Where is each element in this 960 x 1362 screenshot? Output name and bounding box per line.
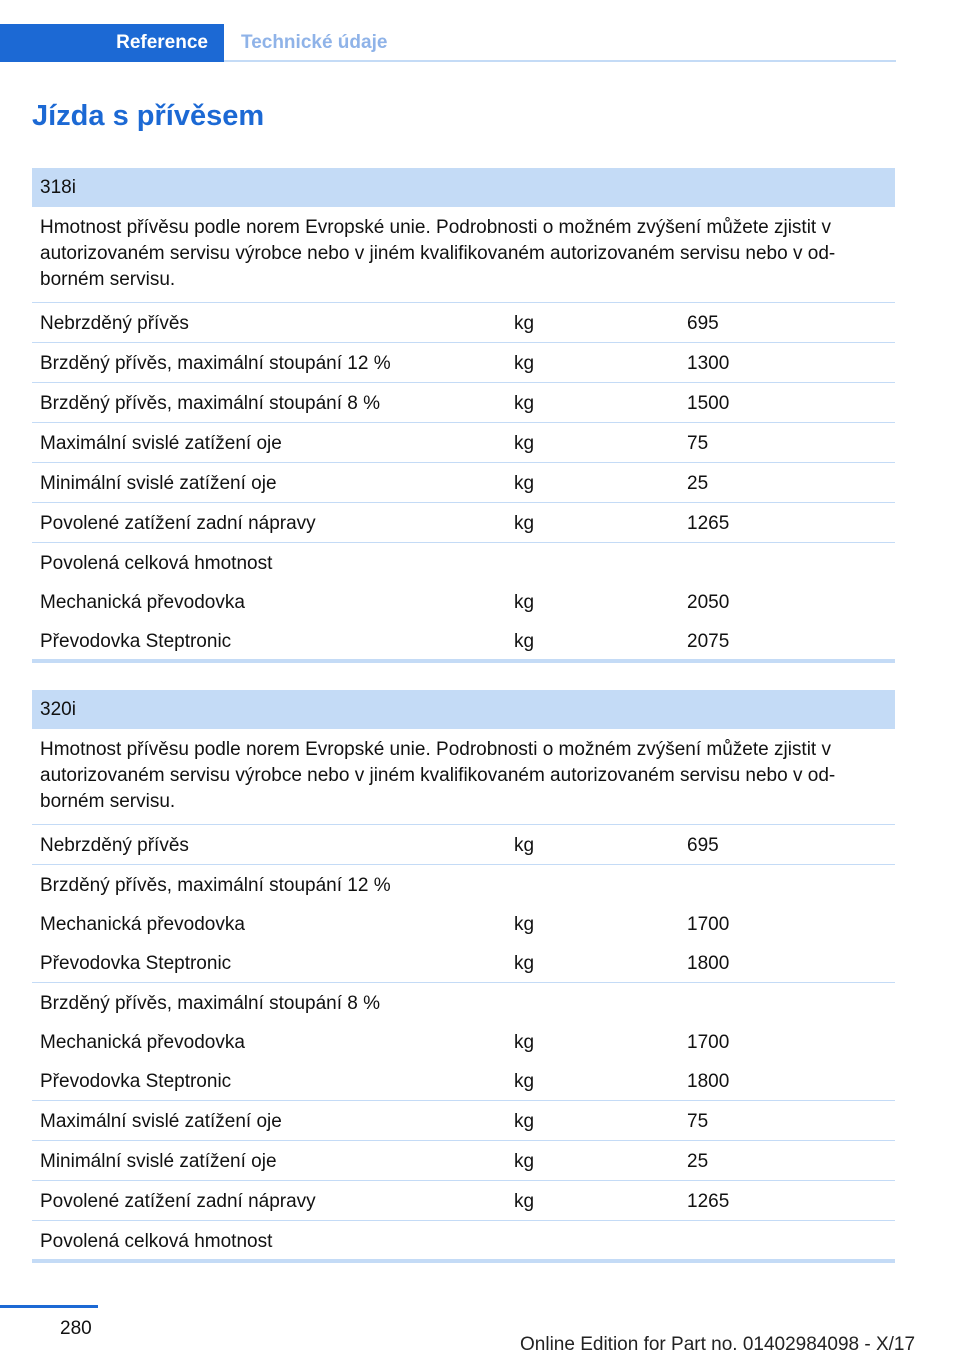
row-label: Brzděný přívěs, maximální stoupání 8 %: [40, 393, 381, 414]
spec-table-318i: [32, 168, 895, 663]
row-value: 1265: [687, 1191, 730, 1212]
table-row: [32, 543, 895, 582]
table-row: [32, 1022, 895, 1061]
table-row: [32, 503, 895, 543]
table-row: [32, 343, 895, 383]
table-header: [32, 690, 895, 729]
row-unit: kg: [514, 953, 535, 974]
table-row: [32, 865, 895, 904]
row-unit: kg: [514, 1071, 535, 1092]
row-label: Převodovka Steptronic: [40, 631, 232, 652]
row-unit: kg: [514, 1032, 535, 1053]
table-description: Hmotnost přívěsu podle norem Evropské unie. Podrobnosti o možném zvýšení můžete zjistit v autorizovaném servisu výrobce nebo v jiném kvalifikovaném autorizovaném servisu nebo v odborném servisu.: [32, 207, 895, 303]
table-row: [32, 463, 895, 503]
row-unit: kg: [514, 592, 535, 613]
row-value: 2075: [687, 631, 730, 652]
row-value: 75: [687, 433, 709, 454]
table-row: [32, 423, 895, 463]
tab-reference[interactable]: [0, 24, 224, 62]
row-value: 1500: [687, 393, 730, 414]
row-value: 695: [687, 835, 719, 856]
table-row: [32, 582, 895, 621]
row-value: 25: [687, 473, 709, 494]
table-row: [32, 825, 895, 865]
row-label: Brzděný přívěs, maximální stoupání 8 %: [40, 993, 381, 1014]
tab-technicke-udaje-label: Technické údaje: [241, 32, 388, 53]
row-label: Mechanická převodovka: [40, 1032, 245, 1053]
table-description: Hmotnost přívěsu podle norem Evropské unie. Podrobnosti o možném zvýšení můžete zjistit v autorizovaném servisu výrobce nebo v jiném kvalifikovaném autorizovaném servisu nebo v odborném servisu.: [32, 729, 895, 825]
footer-accent-line: [0, 1305, 98, 1308]
row-unit: kg: [514, 313, 535, 334]
row-value: 1700: [687, 1032, 730, 1053]
tab-underline: [224, 60, 896, 62]
row-unit: kg: [514, 835, 535, 856]
row-value: 1800: [687, 953, 730, 974]
row-label: Povolené zatížení zadní nápravy: [40, 513, 316, 534]
row-label: Mechanická převodovka: [40, 592, 245, 613]
row-label: Povolené zatížení zadní nápravy: [40, 1191, 316, 1212]
page-title: Jízda s přívěsem: [32, 100, 265, 132]
row-value: 695: [687, 313, 719, 334]
row-value: 1800: [687, 1071, 730, 1092]
row-unit: kg: [514, 1111, 535, 1132]
row-label: Převodovka Steptronic: [40, 953, 232, 974]
row-label: Povolená celková hmotnost: [40, 1231, 273, 1252]
table-header: [32, 168, 895, 207]
row-unit: kg: [514, 1191, 535, 1212]
table-row: [32, 1101, 895, 1141]
row-value: 1700: [687, 914, 730, 935]
spec-table-320i: [32, 690, 895, 1263]
row-value: 25: [687, 1151, 709, 1172]
row-label: Brzděný přívěs, maximální stoupání 12 %: [40, 353, 391, 374]
model-label: 318i: [40, 176, 76, 198]
row-value: 1300: [687, 353, 730, 374]
row-label: Nebrzděný přívěs: [40, 835, 189, 856]
header-tabs: [0, 24, 896, 62]
row-value: 2050: [687, 592, 730, 613]
table-row: [32, 621, 895, 660]
row-unit: kg: [514, 631, 535, 652]
row-unit: kg: [514, 1151, 535, 1172]
row-label: Minimální svislé zatížení oje: [40, 473, 277, 494]
tab-technicke-udaje[interactable]: [224, 24, 896, 62]
table-row: [32, 1221, 895, 1260]
row-unit: kg: [514, 473, 535, 494]
row-unit: kg: [514, 353, 535, 374]
row-unit: kg: [514, 513, 535, 534]
row-label: Převodovka Steptronic: [40, 1071, 232, 1092]
row-label: Maximální svislé zatížení oje: [40, 433, 282, 454]
table-row: [32, 1061, 895, 1101]
row-label: Mechanická převodovka: [40, 914, 245, 935]
row-value: 75: [687, 1111, 709, 1132]
row-value: 1265: [687, 513, 730, 534]
row-label: Povolená celková hmotnost: [40, 553, 273, 574]
table-row: [32, 904, 895, 943]
page-number: 280: [60, 1318, 92, 1339]
table-row: [32, 943, 895, 983]
table-row: [32, 1181, 895, 1221]
table-row: [32, 983, 895, 1022]
table-row: [32, 383, 895, 423]
table-row: [32, 1141, 895, 1181]
row-unit: kg: [514, 433, 535, 454]
row-unit: kg: [514, 914, 535, 935]
model-label: 320i: [40, 698, 76, 720]
row-label: Maximální svislé zatížení oje: [40, 1111, 282, 1132]
row-label: Minimální svislé zatížení oje: [40, 1151, 277, 1172]
table-row: [32, 303, 895, 343]
row-label: Nebrzděný přívěs: [40, 313, 189, 334]
row-unit: kg: [514, 393, 535, 414]
row-label: Brzděný přívěs, maximální stoupání 12 %: [40, 875, 391, 896]
tab-reference-label: Reference: [116, 32, 208, 53]
footer-edition: Online Edition for Part no. 01402984098 - X/17: [520, 1334, 916, 1355]
